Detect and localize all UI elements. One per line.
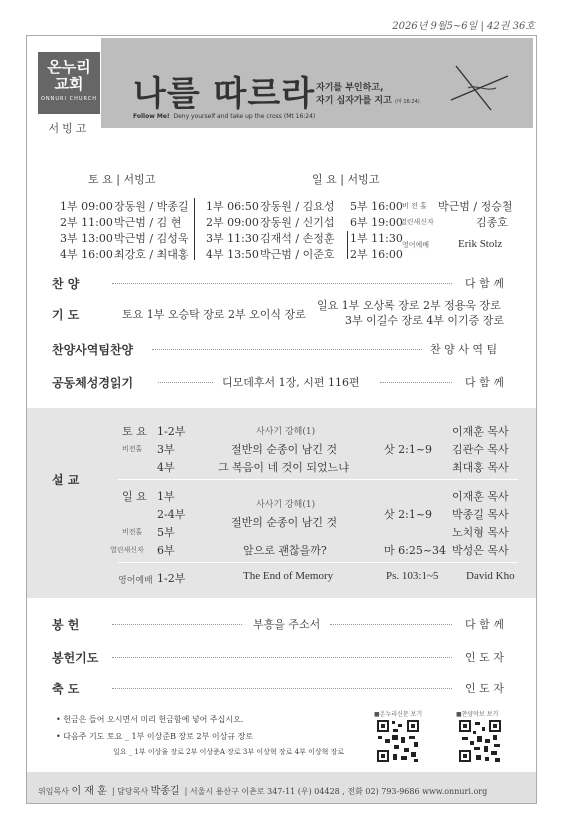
sun-names-5: 박근범 / 정승철 bbox=[438, 200, 513, 213]
sermon-sun-pastor-2: 박종길 목사 bbox=[452, 508, 509, 521]
reading-dots-right bbox=[380, 382, 452, 383]
blessing-right: 인 도 자 bbox=[465, 682, 504, 695]
offering-prayer-label: 봉헌기도 bbox=[52, 651, 99, 665]
sat-names-3: 박근범 / 김성욱 bbox=[114, 232, 189, 245]
sun-names-3: 김재석 / 손정훈 bbox=[260, 232, 335, 245]
sermon-divider-2 bbox=[118, 562, 518, 563]
sermon-sat-pastor-3: 최대홍 목사 bbox=[452, 461, 509, 474]
sermon-sat-pastor-1: 이재훈 목사 bbox=[452, 425, 509, 438]
prayer-sunday-2: 3부 이길수 장로 4부 이기증 장로 bbox=[345, 314, 504, 327]
reading-right: 다 함 께 bbox=[465, 376, 504, 389]
sun-time-1: 1부 06:50 bbox=[206, 200, 259, 213]
choir-right: 찬 양 사 역 팀 bbox=[430, 343, 498, 356]
sat-time-4: 4부 16:00 bbox=[60, 248, 113, 261]
choir-label: 찬양사역팀찬양 bbox=[52, 343, 134, 357]
eng-tag: 영어예배 bbox=[402, 241, 430, 249]
cross-sketch-icon bbox=[446, 58, 516, 118]
sermon-eng-pastor: David Kho bbox=[466, 570, 515, 582]
logo-line1: 온누리 bbox=[47, 58, 91, 76]
sermon-sat-part-3: 4부 bbox=[157, 461, 175, 474]
reading-label: 공동체성경읽기 bbox=[52, 376, 134, 390]
sun-names-1: 장동원 / 김요성 bbox=[260, 200, 335, 213]
hymn-right: 다 함 께 bbox=[465, 277, 504, 290]
sermon-sat-title-1: 절반의 순종이 남긴 것 bbox=[231, 443, 338, 456]
offering-center: 부흥을 주소서 bbox=[253, 618, 321, 631]
banner-sub1: 자기를 부인하고, bbox=[316, 83, 384, 93]
sermon-sun-scripture-2: 마 6:25~34 bbox=[384, 544, 447, 557]
sun-names-4: 박근범 / 이준호 bbox=[260, 248, 335, 261]
eng-time-2: 2부 16:00 bbox=[350, 248, 403, 261]
sun-names-6: 김종호 bbox=[476, 216, 508, 229]
sermon-sun-title-2: 앞으로 괜찮을까? bbox=[243, 544, 327, 557]
sermon-sun-pastor-1: 이재훈 목사 bbox=[452, 490, 509, 503]
qr-code-newspaper-icon[interactable] bbox=[376, 719, 420, 763]
prayer-saturday: 토요 1부 오승탁 장로 2부 오이식 장로 bbox=[122, 308, 306, 321]
sun-time-3: 3부 11:30 bbox=[206, 232, 259, 245]
sermon-eng-tag: 영어예배 bbox=[118, 576, 153, 586]
reading-dots-left bbox=[158, 382, 213, 383]
note-next-prayer-sun: 일요 _ 1부 이상율 장로 2부 이상준A 장로 3부 이상혁 장로 4부 이상혁 장로 bbox=[113, 748, 345, 756]
offering-dots-right bbox=[330, 624, 452, 625]
sermon-sun-title-1: 절반의 순종이 남긴 것 bbox=[231, 516, 338, 529]
saturday-header: 토 요 | 서빙고 bbox=[88, 173, 156, 186]
sermon-sat-scripture: 삿 2:1~9 bbox=[384, 443, 433, 456]
sun-time-6: 6부 19:00 bbox=[350, 216, 403, 229]
note-next-prayer-sat: • 다음주 기도 토요 _ 1부 이상준B 장로 2부 이상규 장로 bbox=[56, 732, 254, 741]
qr1-caption: ■온누리신문 보기 bbox=[374, 711, 423, 718]
offering-dots-left bbox=[112, 624, 242, 625]
offering-label: 봉 헌 bbox=[52, 618, 80, 632]
banner-sub2: 자기 십자가를 지고 (마 16:24) bbox=[316, 96, 420, 106]
church-logo bbox=[38, 52, 100, 114]
sermon-sat-part-2: 3부 bbox=[157, 443, 175, 456]
logo-line3: ONNURI CHURCH bbox=[40, 96, 97, 102]
offering-prayer-dots bbox=[112, 657, 452, 658]
sermon-sun-tag-4: 열린새신자 bbox=[110, 546, 144, 554]
offering-right: 다 함 께 bbox=[465, 618, 504, 631]
banner-english: Follow Me! Deny yourself and take up the cross (Mt 16:24) bbox=[133, 113, 316, 120]
sermon-sat-part-1: 1-2부 bbox=[157, 425, 186, 438]
sun-tag-5: 비 전 홀 bbox=[402, 202, 427, 210]
sermon-sat-series: 사사기 강해(1) bbox=[256, 427, 316, 437]
sun-names-2: 장동원 / 신기섭 bbox=[260, 216, 335, 229]
logo-line2: 교회 bbox=[54, 75, 84, 93]
note-offering: • 헌금은 들어 오시면서 미리 헌금함에 넣어 주십시오. bbox=[56, 715, 244, 724]
sat-names-1: 장동원 / 박종길 bbox=[114, 200, 189, 213]
sermon-sun-part-3: 5부 bbox=[157, 526, 175, 539]
blessing-dots bbox=[112, 688, 452, 689]
sun-tag-6: 열린새신자 bbox=[400, 218, 434, 226]
eng-time-1: 1부 11:30 bbox=[350, 232, 403, 245]
footer-info: 위임목사 이 재 훈 | 담당목사 박종길 | 서울시 용산구 이촌로 347-11 (우) 04428 , 전화 02) 793-9686 www.onnuri.org bbox=[38, 786, 488, 797]
prayer-label: 기 도 bbox=[52, 308, 80, 322]
sermon-sat-pastor-2: 김관수 목사 bbox=[452, 443, 509, 456]
sun-time-4: 4부 13:50 bbox=[206, 248, 259, 261]
schedule-divider bbox=[194, 198, 195, 260]
sermon-sun-pastor-3: 노치형 목사 bbox=[452, 526, 509, 539]
sermon-sun-tag-3: 비전홀 bbox=[122, 528, 143, 536]
sermon-sun-part-1: 1부 bbox=[157, 490, 175, 503]
issue-date: 2026년 9월5~6일 | 42권 36호 bbox=[392, 21, 535, 32]
eng-divider bbox=[347, 231, 348, 259]
prayer-sunday-1: 일요 1부 오상록 장로 2부 정용욱 장로 bbox=[317, 299, 501, 312]
qr2-caption: ■찬양악보 보기 bbox=[456, 711, 499, 718]
sat-time-1: 1부 09:00 bbox=[60, 200, 113, 213]
sermon-sun-pastor-4: 박성은 목사 bbox=[452, 544, 509, 557]
sermon-sat-tag-2: 비전홀 bbox=[122, 445, 143, 453]
sat-time-3: 3부 13:00 bbox=[60, 232, 113, 245]
sat-names-2: 박근범 / 김 현 bbox=[114, 216, 182, 229]
hymn-leader-dots bbox=[112, 283, 452, 284]
qr-code-sheet-music-icon[interactable] bbox=[458, 719, 502, 763]
sermon-sat-title-2: 그 복음이 네 것이 되었느냐 bbox=[218, 461, 349, 474]
sermon-sat-day: 토 요 bbox=[122, 425, 147, 438]
sun-time-2: 2부 09:00 bbox=[206, 216, 259, 229]
banner-title: 나를 따르라 bbox=[133, 74, 316, 114]
sermon-sun-part-4: 6부 bbox=[157, 544, 175, 557]
sun-time-5: 5부 16:00 bbox=[350, 200, 403, 213]
sermon-sun-series: 사사기 강해(1) bbox=[256, 500, 316, 510]
blessing-label: 축 도 bbox=[52, 682, 80, 696]
offering-prayer-right: 인 도 자 bbox=[465, 651, 504, 664]
hymn-label: 찬 양 bbox=[52, 277, 80, 291]
branch-name: 서빙고 bbox=[48, 122, 90, 135]
sermon-sun-scripture: 삿 2:1~9 bbox=[384, 508, 433, 521]
theme-banner bbox=[101, 38, 533, 128]
sat-time-2: 2부 11:00 bbox=[60, 216, 113, 229]
sermon-sun-day: 일 요 bbox=[122, 490, 147, 503]
sermon-divider-1 bbox=[118, 479, 518, 480]
reading-center: 디모데후서 1장, 시편 116편 bbox=[222, 376, 360, 389]
sunday-header: 일 요 | 서빙고 bbox=[312, 173, 380, 186]
eng-pastor: Erik Stolz bbox=[458, 238, 503, 250]
sermon-sun-part-2: 2-4부 bbox=[157, 508, 186, 521]
sermon-eng-title: The End of Memory bbox=[243, 570, 334, 582]
choir-leader-dots bbox=[152, 349, 422, 350]
sermon-label: 설 교 bbox=[52, 473, 80, 487]
sermon-eng-part: 1-2부 bbox=[157, 572, 186, 585]
sat-names-4: 최강호 / 최대홍 bbox=[114, 248, 189, 261]
sermon-eng-scripture: Ps. 103:1~5 bbox=[386, 570, 439, 582]
